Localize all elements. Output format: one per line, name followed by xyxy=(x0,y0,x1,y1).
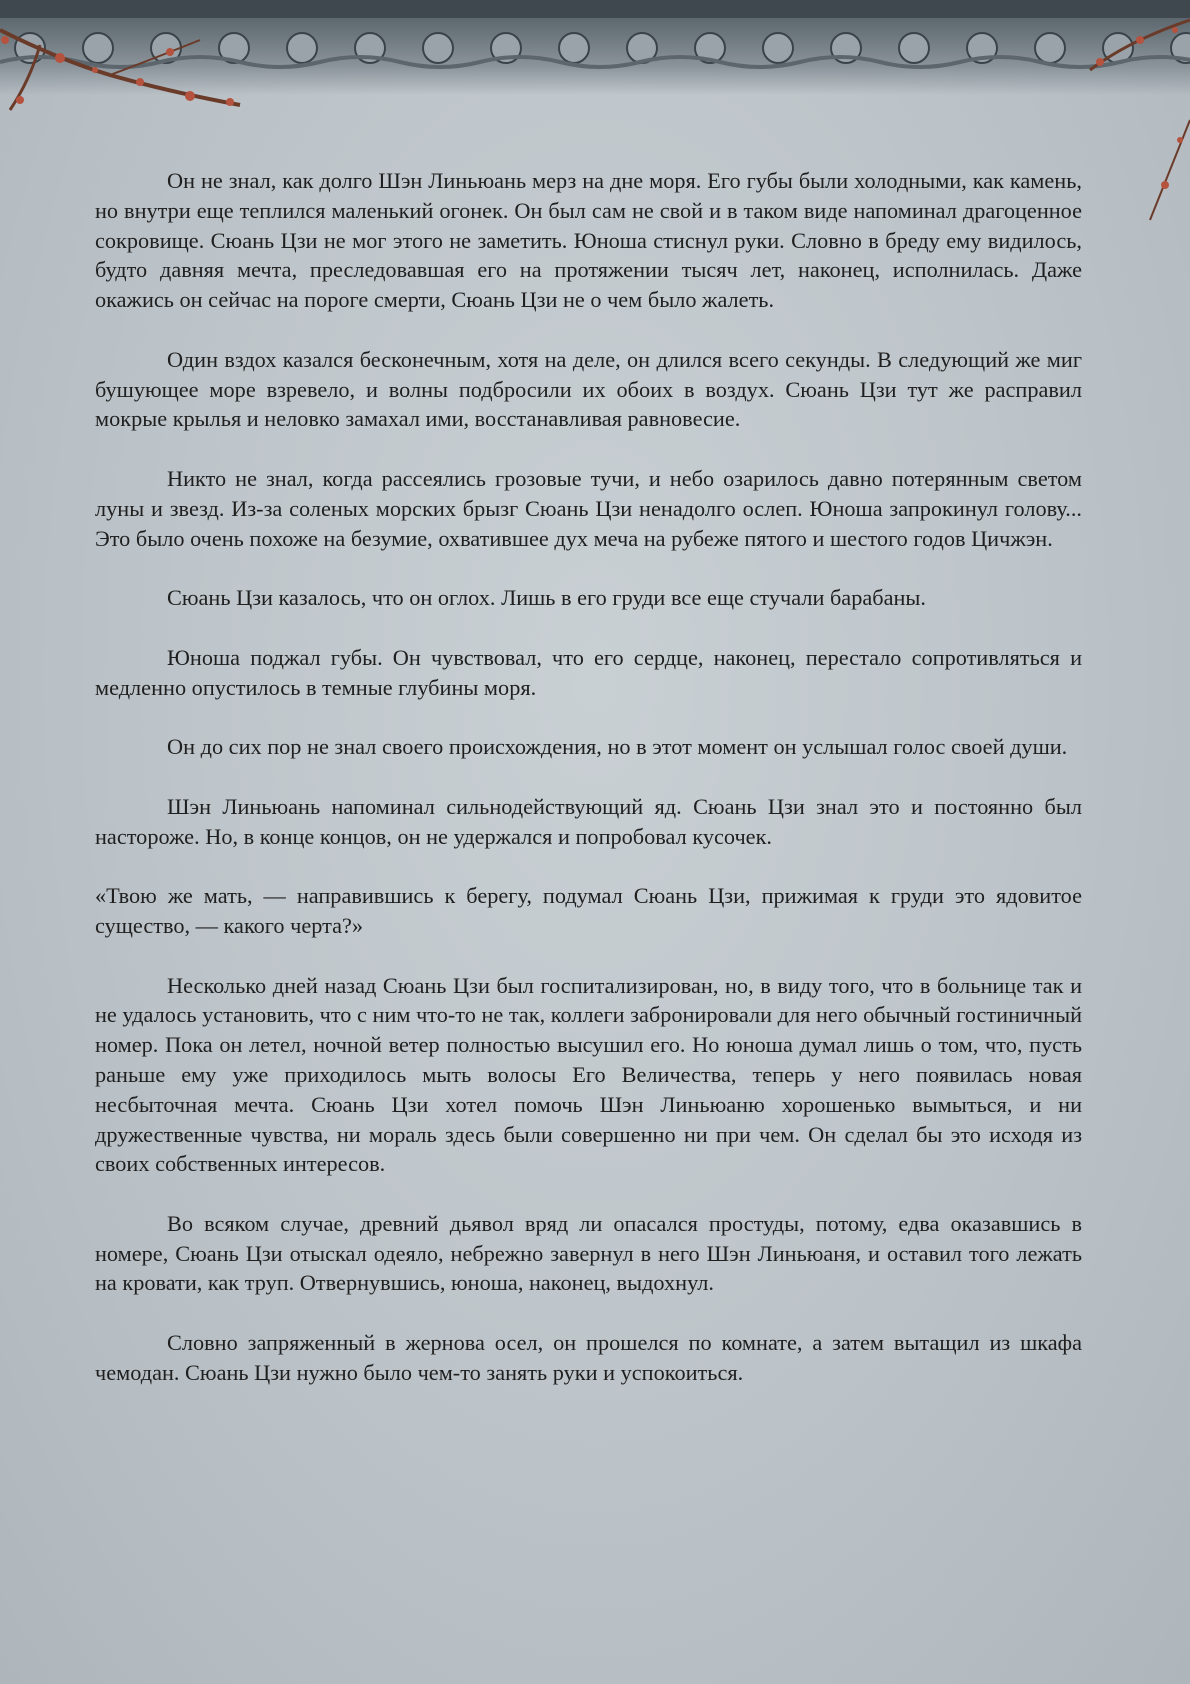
paragraph: Шэн Линьюань напоминал сильнодействующий яд. Сюань Цзи знал это и постоянно был настороже. Но, в конце концов, он не удержался и попробовал кусочек. xyxy=(95,793,1082,849)
roof-tile-end xyxy=(423,33,453,63)
story-text xyxy=(95,166,1082,1417)
paragraph: Он не знал, как долго Шэн Линьюань мерз на дне моря. Его губы были холодными, как камень, но внутри еще теплился маленький огонек. Он был сам не свой и в таком виде напоминал драгоценное сокровище. Сюань Цзи не мог этого не заметить. Юноша стиснул руки. Словно в бреду ему видилось, будто давняя мечта, преследовавшая его на протяжении тысяч лет, наконец, исполнилась. Даже окажись он сейчас на пороге смерти, Сюань Цзи не о чем было жалеть. xyxy=(95,168,1082,313)
paragraph: Во всяком случае, древний дьявол вряд ли опасался простуды, потому, едва оказавшись в номере, Сюань Цзи отыскал одеяло, небрежно завернул в него Шэн Линьюаня, и оставил того лежать на кровати, как труп. Отвернувшись, юноша, наконец, выдохнул. xyxy=(95,1210,1082,1296)
paragraph: Он до сих пор не знал своего происхождения, но в этот момент он услышал голос своей души. xyxy=(167,734,1068,760)
paragraph: Юноша поджал губы. Он чувствовал, что его сердце, наконец, перестало сопротивляться и медленно опустилось в темные глубины моря. xyxy=(95,644,1082,700)
paragraph: Никто не знал, когда рассеялись грозовые тучи, и небо озарилось давно потерянным светом луны и звезд. Из-за соленых морских брызг Сюань Цзи ненадолго ослеп. Юноша запрокинул голову... Это было очень похоже на безумие, охватившее дух меча на рубеже пятого и шестого годов Цичжэн. xyxy=(95,465,1082,551)
roof-tile-end xyxy=(899,33,929,63)
paragraph: «Твою же мать, — направившись к берегу, подумал Сюань Цзи, прижимая к груди это ядовитое существо, — какого черта?» xyxy=(95,883,1082,938)
paragraph: Словно запряженный в жернова осел, он прошелся по комнате, а затем вытащил из шкафа чемодан. Сюань Цзи нужно было чем-то занять руки и успокоиться. xyxy=(95,1330,1082,1385)
paragraph: Сюань Цзи казалось, что он оглох. Лишь в его груди все еще стучали барабаны. xyxy=(167,585,926,611)
roof-tile-end xyxy=(763,33,793,63)
paragraph: Несколько дней назад Сюань Цзи был госпитализирован, но, в виду того, что в больнице так и не удалось установить, что с ним что-то не так, коллеги забронировали для него обычный гостиничный номер. Пока он летел, ночной ветер полностью высушил его. Но юноша думал лишь о том, что, пусть раньше ему уже приходилось мыть волосы Его Величества, теперь у него появилась новая несбыточная мечта. Сюань Цзи хотел помочь Шэн Линьюаню хорошенько вымыться, и ни дружественные чувства, ни мораль здесь были совершенно ни при чем. Он сделал бы это исходя из своих собственных интересов. xyxy=(95,972,1082,1177)
paragraph: Один вздох казался бесконечным, хотя на деле, он длился всего секунды. В следующий же миг бушующее море взревело, и волны подбросили их обоих в воздух. Сюань Цзи тут же расправил мокрые крылья и неловко замахал ими, восстанавливая равновесие. xyxy=(95,346,1082,432)
plum-branch-left xyxy=(0,0,300,140)
roof-tile-end xyxy=(559,33,589,63)
